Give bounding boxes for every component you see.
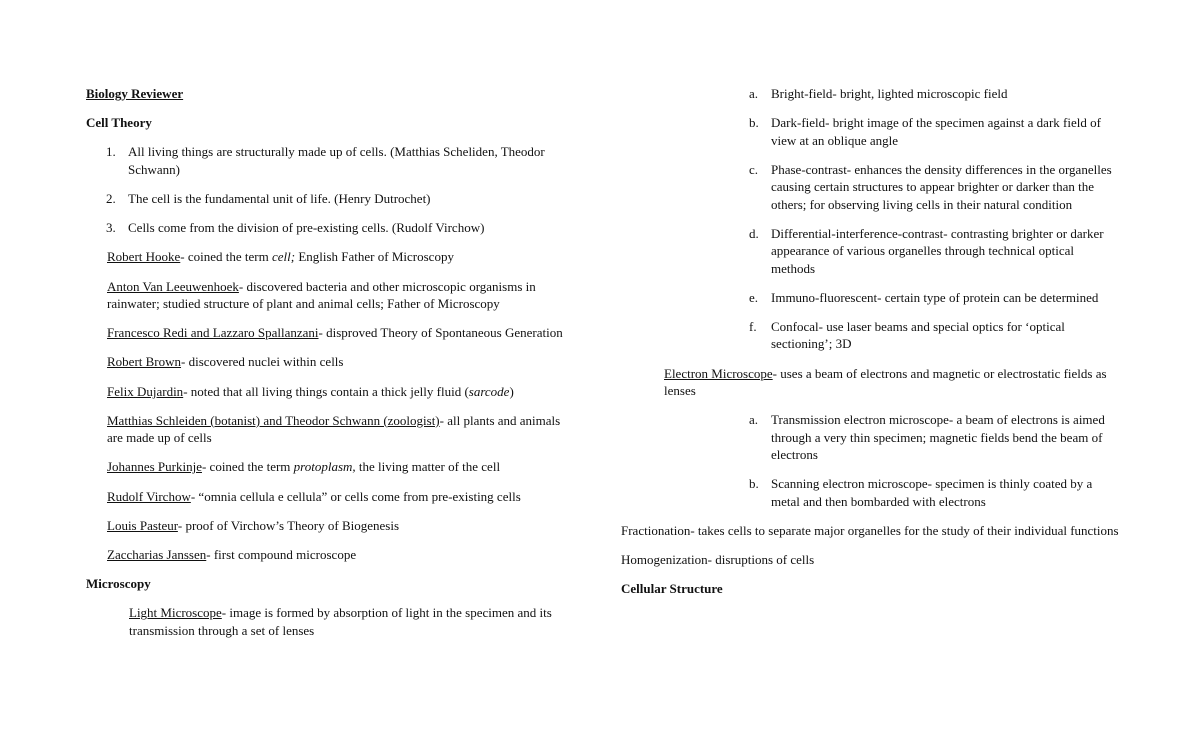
list-marker: c. xyxy=(749,161,759,177)
light-type-text: Immuno-fluorescent- certain type of protein can be determined xyxy=(771,289,1099,305)
light-type-item xyxy=(621,114,1121,149)
list-marker: a. xyxy=(749,86,759,101)
light-type-item xyxy=(621,85,1121,102)
left-column xyxy=(86,85,576,651)
theory-text: The cell is the fundamental unit of life. (Henry Dutrochet) xyxy=(128,191,431,207)
person-name: Rudolf Virchow xyxy=(107,488,191,504)
person-name: Johannes Purkinje xyxy=(107,459,202,475)
person-desc: - discovered nuclei within cells xyxy=(181,354,344,370)
list-marker: f. xyxy=(749,319,757,335)
person-name: Robert Hooke xyxy=(107,249,181,265)
person-desc: - all plants and animals are made up of cells xyxy=(107,412,561,446)
italic-term: protoplasm, xyxy=(293,459,356,475)
list-marker: a. xyxy=(749,412,759,428)
person-desc: - proof of Virchow’s Theory of Biogenesis xyxy=(177,517,400,533)
person-desc: - disproved Theory of Spontaneous Generation xyxy=(318,325,563,341)
electron-microscope-entry xyxy=(664,365,1121,400)
theory-text: All living things are structurally made up of cells. (Matthias Scheliden, Theodor Schwann) xyxy=(128,144,545,177)
person-entry xyxy=(107,278,576,313)
light-type-item xyxy=(621,161,1121,213)
term-name: Electron Microscope xyxy=(664,365,773,381)
person-entry xyxy=(107,458,576,475)
person-desc-tail: ) xyxy=(509,383,514,399)
light-microscope-entry xyxy=(129,604,576,639)
document-title: Biology Reviewer xyxy=(86,86,184,101)
term-desc: - uses a beam of electrons and magnetic or electrostatic fields as lenses xyxy=(664,365,1107,399)
person-name: Anton Van Leeuwenhoek xyxy=(107,278,239,294)
light-type-text: Confocal- use laser beams and special optics for ‘optical sectioning’; 3D xyxy=(771,319,1065,352)
electron-type-text: Scanning electron microscope- specimen is thinly coated by a metal and then bombarded with electrons xyxy=(771,476,1093,509)
person-entry xyxy=(107,517,576,534)
microscopy-heading: Microscopy xyxy=(86,576,151,592)
theory-item xyxy=(86,143,576,178)
cellular-structure-heading: Cellular Structure xyxy=(621,581,723,597)
term-desc: - image is formed by absorption of light in the specimen and its transmission through a set of lenses xyxy=(129,605,552,638)
list-marker: e. xyxy=(749,289,759,305)
person-desc: - coined the term xyxy=(180,249,272,265)
person-entry xyxy=(107,546,576,563)
list-marker: 3. xyxy=(106,220,116,236)
person-name: Zaccharias Janssen xyxy=(107,547,207,563)
person-desc-tail: English Father of Microscopy xyxy=(295,249,454,265)
person-entry xyxy=(107,324,576,341)
theory-item xyxy=(86,190,576,207)
person-entry xyxy=(107,353,576,370)
person-name: Francesco Redi and Lazzaro Spallanzani xyxy=(107,325,319,341)
cell-theory-heading: Cell Theory xyxy=(86,115,152,131)
list-marker: d. xyxy=(749,225,759,241)
person-entry xyxy=(107,383,576,400)
light-type-item xyxy=(621,225,1121,277)
person-entry xyxy=(107,488,576,505)
term-name: Light Microscope xyxy=(129,605,222,621)
theory-item xyxy=(86,219,576,236)
light-type-item xyxy=(621,318,1121,353)
person-name: Felix Dujardin xyxy=(107,383,184,399)
electron-type-item xyxy=(621,411,1121,463)
electron-type-item xyxy=(621,475,1121,510)
list-marker: 1. xyxy=(106,144,116,160)
theory-text: Cells come from the division of pre-existing cells. (Rudolf Virchow) xyxy=(128,220,485,236)
list-marker: b. xyxy=(749,476,759,492)
person-entry xyxy=(107,412,576,447)
right-column xyxy=(621,85,1121,610)
person-name: Robert Brown xyxy=(107,354,182,370)
person-desc: - noted that all living things contain a thick jelly fluid ( xyxy=(183,383,469,399)
person-name: Matthias Schleiden (botanist) and Theodor Schwann (zoologist) xyxy=(107,412,440,428)
person-name: Louis Pasteur xyxy=(107,517,178,533)
person-entry xyxy=(107,248,576,265)
person-desc: - coined the term xyxy=(201,459,294,475)
person-desc-tail: the living matter of the cell xyxy=(355,459,501,475)
person-desc: - discovered bacteria and other microscopic organisms in rainwater; studied structure of plant and animal cells; Father of Microscopy xyxy=(107,278,536,312)
light-type-text: Dark-field- bright image of the specimen against a dark field of view at an oblique angle xyxy=(771,115,1101,148)
italic-term: sarcode xyxy=(468,383,510,399)
italic-term: cell; xyxy=(271,249,296,265)
person-desc: - “omnia cellula e cellula” or cells come from pre-existing cells xyxy=(190,488,521,504)
person-desc: - first compound microscope xyxy=(206,547,357,563)
light-type-text: Differential-interference-contrast- contrasting brighter or darker appearance of various organelles through technical optical methods xyxy=(771,225,1104,276)
list-marker: 2. xyxy=(106,191,116,207)
electron-type-text: Transmission electron microscope- a beam of electrons is aimed through a very thin specimen; magnetic fields bend the beam of electrons xyxy=(771,412,1105,463)
list-marker: b. xyxy=(749,115,759,131)
light-type-item xyxy=(621,289,1121,306)
fractionation-text: Fractionation- takes cells to separate major organelles for the study of their individual functions xyxy=(621,522,1119,538)
homogenization-text: Homogenization- disruptions of cells xyxy=(621,552,815,568)
light-type-text: Bright-field- bright, lighted microscopic field xyxy=(771,86,1008,101)
light-type-text: Phase-contrast- enhances the density differences in the organelles causing certain structures to appear brighter or darker than the others; for observing living cells in their natural condition xyxy=(771,161,1112,212)
